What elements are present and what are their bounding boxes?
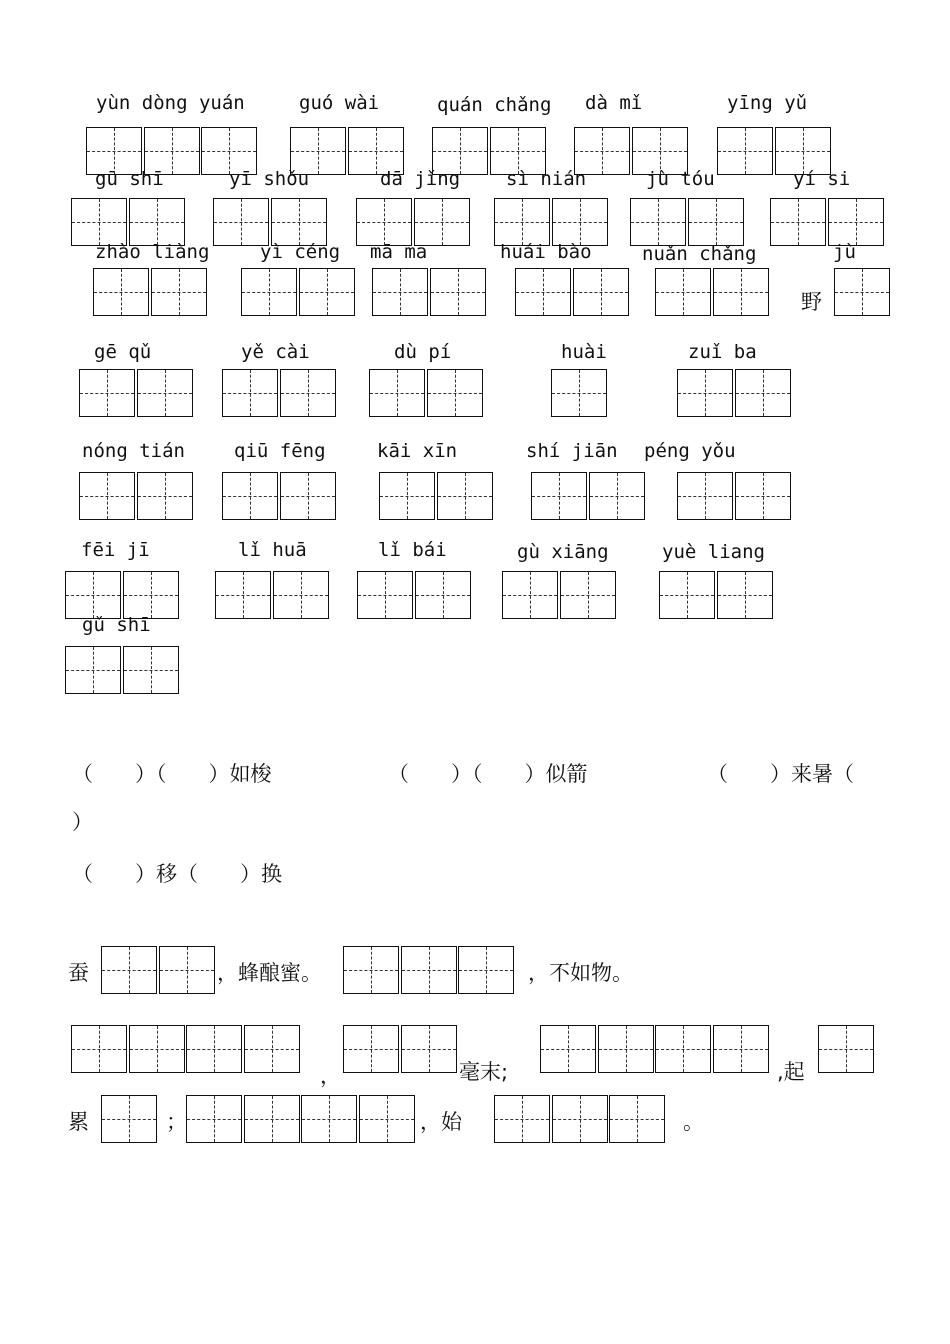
writing-cell[interactable]: [494, 198, 550, 246]
pinyin-label: yì céng: [260, 241, 341, 263]
writing-cell[interactable]: [71, 198, 127, 246]
writing-cell[interactable]: [430, 268, 486, 316]
exercise-text: ，始: [420, 1110, 462, 1134]
writing-cell[interactable]: [280, 369, 336, 417]
writing-cell[interactable]: [655, 1025, 711, 1073]
exercise-text: 累: [68, 1110, 89, 1134]
writing-cell[interactable]: [137, 472, 193, 520]
writing-cell[interactable]: [717, 127, 773, 175]
writing-cell[interactable]: [71, 1025, 127, 1073]
writing-cell[interactable]: [86, 127, 142, 175]
pinyin-label: yùn dòng yuán: [96, 92, 245, 114]
writing-cell[interactable]: [244, 1025, 300, 1073]
writing-cell[interactable]: [213, 198, 269, 246]
exercise-text: 。: [683, 1110, 704, 1134]
writing-cell[interactable]: [372, 268, 428, 316]
writing-cell[interactable]: [677, 472, 733, 520]
pinyin-label: jù: [833, 241, 856, 263]
writing-cell[interactable]: [655, 268, 711, 316]
pinyin-label: péng yǒu: [644, 440, 736, 462]
writing-cell[interactable]: [415, 571, 471, 619]
pinyin-label: dà mǐ: [585, 92, 643, 114]
writing-cell[interactable]: [343, 1025, 399, 1073]
pinyin-label: yī shǒu: [229, 168, 310, 190]
writing-cell[interactable]: [828, 198, 884, 246]
pinyin-label: fēi jī: [81, 539, 150, 561]
pinyin-label: huài: [561, 341, 607, 363]
writing-cell[interactable]: [401, 1025, 457, 1073]
writing-cell[interactable]: [630, 198, 686, 246]
pinyin-label: gū shī: [95, 168, 164, 190]
writing-cell[interactable]: [299, 268, 355, 316]
pinyin-label: huái bào: [500, 241, 592, 263]
writing-cell[interactable]: [244, 1095, 300, 1143]
pinyin-label: dā jǐng: [380, 168, 461, 190]
pinyin-label: qiū fēng: [234, 440, 326, 462]
exercise-text: ,起: [777, 1060, 805, 1084]
writing-cell[interactable]: [159, 946, 215, 994]
writing-cell[interactable]: [775, 127, 831, 175]
writing-cell[interactable]: [427, 369, 483, 417]
writing-cell[interactable]: [379, 472, 435, 520]
writing-cell[interactable]: [348, 127, 404, 175]
exercise-text: （ ）移（ ）换: [72, 862, 282, 886]
writing-cell[interactable]: [834, 268, 890, 316]
writing-cell[interactable]: [356, 198, 412, 246]
pinyin-label: lǐ bái: [378, 539, 447, 561]
writing-cell[interactable]: [79, 472, 135, 520]
writing-cell[interactable]: [186, 1095, 242, 1143]
writing-cell[interactable]: [65, 571, 121, 619]
writing-cell[interactable]: [414, 198, 470, 246]
writing-cell[interactable]: [201, 127, 257, 175]
writing-cell[interactable]: [93, 268, 149, 316]
writing-cell[interactable]: [458, 946, 514, 994]
writing-cell[interactable]: [144, 127, 200, 175]
writing-cell[interactable]: [79, 369, 135, 417]
writing-cell[interactable]: [573, 268, 629, 316]
writing-cell[interactable]: [632, 127, 688, 175]
writing-cell[interactable]: [713, 268, 769, 316]
exercise-text: ，不如物。: [528, 961, 633, 985]
exercise-text: ；: [166, 1110, 187, 1134]
pinyin-label: shí jiān: [526, 440, 618, 462]
pinyin-label: dù pí: [394, 341, 452, 363]
writing-cell[interactable]: [222, 369, 278, 417]
pinyin-label: yuè liang: [662, 541, 765, 563]
pinyin-label: nuǎn chǎng: [642, 243, 757, 265]
writing-cell[interactable]: [552, 1095, 608, 1143]
writing-cell[interactable]: [222, 472, 278, 520]
writing-cell[interactable]: [540, 1025, 596, 1073]
writing-cell[interactable]: [432, 127, 488, 175]
pinyin-label: zhào liàng: [95, 241, 210, 263]
writing-cell[interactable]: [280, 472, 336, 520]
writing-cell[interactable]: [186, 1025, 242, 1073]
exercise-text: （ ）来暑（: [707, 762, 854, 786]
pinyin-label: kāi xīn: [377, 440, 458, 462]
writing-cell[interactable]: [343, 946, 399, 994]
writing-cell[interactable]: [369, 369, 425, 417]
writing-cell[interactable]: [552, 198, 608, 246]
exercise-text: 野: [801, 290, 822, 314]
writing-cell[interactable]: [129, 1025, 185, 1073]
pinyin-label: nóng tián: [82, 440, 185, 462]
writing-cell[interactable]: [560, 571, 616, 619]
exercise-text: （ ）（ ）如梭: [72, 762, 272, 786]
writing-cell[interactable]: [713, 1025, 769, 1073]
writing-cell[interactable]: [717, 571, 773, 619]
writing-cell[interactable]: [65, 646, 121, 694]
writing-cell[interactable]: [598, 1025, 654, 1073]
writing-cell[interactable]: [818, 1025, 874, 1073]
writing-cell[interactable]: [137, 369, 193, 417]
pinyin-label: gù xiāng: [517, 541, 609, 563]
pinyin-label: yīng yǔ: [727, 92, 808, 114]
writing-cell[interactable]: [301, 1095, 357, 1143]
writing-cell[interactable]: [770, 198, 826, 246]
exercise-text: ，: [320, 1064, 341, 1088]
writing-cell[interactable]: [123, 646, 179, 694]
pinyin-label: mā ma: [370, 241, 428, 263]
writing-cell[interactable]: [101, 946, 157, 994]
writing-cell[interactable]: [677, 369, 733, 417]
writing-cell[interactable]: [271, 198, 327, 246]
writing-cell[interactable]: [273, 571, 329, 619]
writing-cell[interactable]: [129, 198, 185, 246]
writing-cell[interactable]: [735, 369, 791, 417]
writing-cell[interactable]: [502, 571, 558, 619]
writing-cell[interactable]: [574, 127, 630, 175]
pinyin-label: zuǐ ba: [688, 341, 757, 363]
writing-cell[interactable]: [437, 472, 493, 520]
writing-cell[interactable]: [589, 472, 645, 520]
exercise-text: 蚕: [68, 961, 89, 985]
pinyin-label: gǔ shī: [82, 614, 151, 636]
writing-cell[interactable]: [515, 268, 571, 316]
writing-cell[interactable]: [531, 472, 587, 520]
writing-cell[interactable]: [688, 198, 744, 246]
writing-cell[interactable]: [357, 571, 413, 619]
pinyin-label: lǐ huā: [238, 539, 307, 561]
writing-cell[interactable]: [551, 369, 607, 417]
pinyin-label: yě cài: [241, 341, 310, 363]
writing-cell[interactable]: [735, 472, 791, 520]
writing-cell[interactable]: [290, 127, 346, 175]
writing-cell[interactable]: [494, 1095, 550, 1143]
writing-cell[interactable]: [215, 571, 271, 619]
writing-cell[interactable]: [241, 268, 297, 316]
writing-cell[interactable]: [609, 1095, 665, 1143]
pinyin-label: jù tóu: [646, 168, 715, 190]
writing-cell[interactable]: [123, 571, 179, 619]
exercise-text: ）: [72, 810, 93, 834]
exercise-text: ，蜂酿蜜。: [217, 961, 322, 985]
pinyin-label: gē qǔ: [94, 341, 152, 363]
exercise-text: 毫末;: [459, 1060, 509, 1084]
writing-cell[interactable]: [101, 1095, 157, 1143]
pinyin-label: guó wài: [299, 92, 380, 114]
writing-cell[interactable]: [359, 1095, 415, 1143]
pinyin-label: yí si: [793, 168, 851, 190]
writing-cell[interactable]: [659, 571, 715, 619]
writing-cell[interactable]: [490, 127, 546, 175]
writing-cell[interactable]: [401, 946, 457, 994]
exercise-text: （ ）（ ）似箭: [388, 762, 588, 786]
pinyin-label: sì nián: [506, 168, 587, 190]
writing-cell[interactable]: [151, 268, 207, 316]
pinyin-label: quán chǎng: [437, 94, 552, 116]
